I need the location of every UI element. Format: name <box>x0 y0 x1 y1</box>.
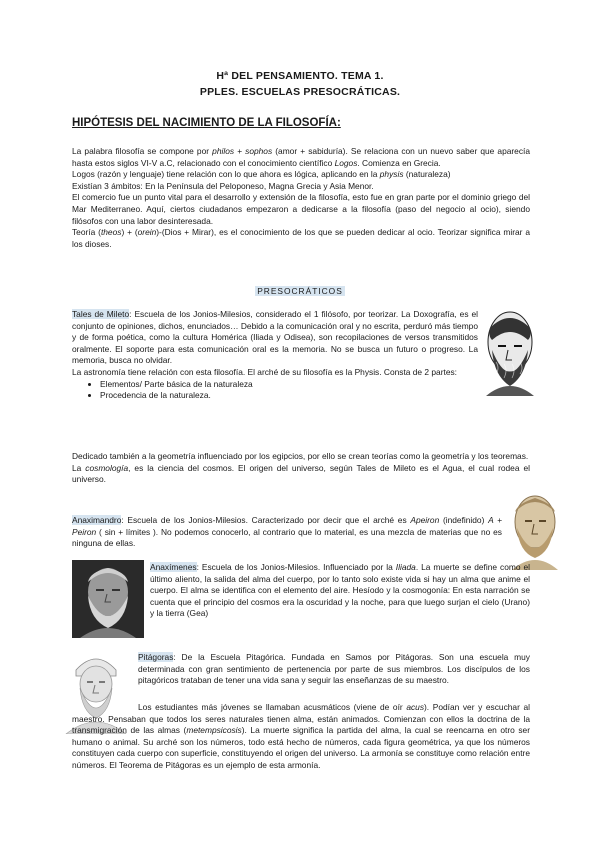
anaximandro-paragraph: Anaximandro: Escuela de los Jonios-Milesios. Caracterizado por decir que el arché es Apeiron (indefinido) A + Peiron ( sin + límites ). No podemos conocerlo, al contrario que lo material, es una mezcla de materias que no es ninguna de ellas. <box>72 515 502 549</box>
anaximandro-portrait <box>506 488 564 570</box>
anaximenes-name: Anaxímenes <box>150 562 197 572</box>
pitagoras-paragraph-2: Los estudiantes más jóvenes se llamaban acusmáticos (viene de oír acus). Podían ver y escuchar al maestro. Pensaban que todos los seres naturales tienen alma, están animados. Comienzan con ellos la doctrina de la transmigración de las almas (metempsicosis). La muerte significa la partida del alma, la cual se reencarna en otro ser humano o animal. Su arché son los números, todo está hecho de números, cada figura geométrica, ya que los números constituyen cada cuerpo con superficie, constituyendo el origen del universo. La armonía se constituye como relación entre números. El Teorema de Pitágoras es un ejemplo de esta armonía. <box>72 702 530 770</box>
intro-paragraph-1: La palabra filosofía se compone por philos + sophos (amor + sabiduría). Se relaciona con un nuevo saber que aparecía hasta estos siglos VI-V a.C, relacionado con el conocimiento científico Logos. Comienza en Grecia. <box>72 146 531 168</box>
presocraticos-subtitle <box>0 286 600 296</box>
pitagoras-name: Pitágoras <box>138 652 174 662</box>
tales-name: Tales de Mileto <box>72 309 130 319</box>
list-item: • Elementos/ Parte básica de la naturaleza <box>100 379 478 391</box>
list-item: • Procedencia de la naturaleza. <box>100 390 478 402</box>
tales-block-bottom <box>72 451 530 486</box>
pitagoras-paragraph-1: Pitágoras: De la Escuela Pitagórica. Fundada en Samos por Pitágoras. Son una escuela muy determinada con gran sentimiento de pertenencia por parte de sus miembros. Los discípulos de los pitagóricos trataban de tener una vida sana y seguir las enseñanzas de su maestro. <box>138 652 530 686</box>
anaximandro-block <box>72 515 502 550</box>
tales-paragraph-4: La cosmología, es la ciencia del cosmos. El origen del universo, según Tales de Mileto es el Agua, el cual rodea el universo. <box>72 462 530 485</box>
anaximenes-block <box>150 562 530 620</box>
tales-paragraph-2: La astronomía tiene relación con esta filosofía. El arché de su filosofía es la Physis. Consta de 2 partes: <box>72 366 457 377</box>
doc-title-line1: Hª DEL PENSAMIENTO. TEMA 1. <box>216 70 384 82</box>
tales-paragraph-3: Dedicado también a la geometría influenciado por los egipcios, por ello se crean teorías como la geometría y los teoremas. <box>72 451 529 461</box>
tales-portrait <box>482 306 538 400</box>
pitagoras-block-top <box>138 652 530 687</box>
tales-paragraph-1: Tales de Mileto: Escuela de los Jonios-Milesios, considerado el 1 filósofo, por teorizar. La Doxografía, es el conjunto de opiniones, dichos, enunciados… Debido a la comunicación oral y no escrita, perduró más tiempo y de forma poética, como la cultura Homérica (Iliada y Odisea), son recopilaciones de versos transmitidos oralmente. El soporte para esta comunicación oral es la memoria. No se busca un futuro o progreso. La memoria, busca no olvidar. <box>72 309 478 366</box>
section-heading: HIPÓTESIS DEL NACIMIENTO DE LA FILOSOFÍA: <box>72 117 341 129</box>
pitagoras-block-bottom <box>72 702 530 772</box>
doc-title-line2: PPLES. ESCUELAS PRESOCRÁTICAS. <box>199 86 401 98</box>
anaximenes-portrait <box>72 560 144 638</box>
intro-paragraph-3: Existían 3 ámbitos: En la Península del Peloponeso, Magna Grecia y Asia Menor. <box>72 180 374 191</box>
anaximandro-name: Anaximandro <box>72 515 122 525</box>
intro-paragraph-5: Teoría (theos) + (orein)-(Dios + Mirar), es el conocimiento de los que se pueden dedicar al ocio. Teorizar significa mirar a los dioses. <box>72 227 530 249</box>
subtitle-text: PRESOCRÁTICOS <box>257 286 343 296</box>
intro-paragraph-2: Logos (razón y lenguaje) tiene relación con lo que ahora es lógica, aplicando en la physis (naturaleza) <box>72 169 451 180</box>
tales-list <box>72 379 478 402</box>
intro-block <box>72 146 530 250</box>
anaximenes-paragraph: Anaxímenes: Escuela de los Jonios-Milesios. Influenciado por la Iliada. La muerte se define como el último aliento, la salida del alma del cuerpo, por lo tanto solo existe vida si hay un alma que anime el cuerpo. El alma se identifica con el elemento del aire. Hesíodo y la cosmogonía: En esta narración se cuenta que el principio del cosmos era la oscuridad y la noche, para que luego surjan el cielo (Urano) y la tierra (Gea) <box>150 562 530 619</box>
tales-block-top <box>72 309 478 402</box>
intro-paragraph-4: El comercio fue un punto vital para el desarrollo y extensión de la filosofía, esto fue en gran parte por el dominio griego del Mar Mediterraneo. Aquí, ciertos ciudadanos empezaron a dedicarse a la filosofía (paso del negocio al ocio), siendo filósofos con una labor desinteresada. <box>72 192 530 226</box>
